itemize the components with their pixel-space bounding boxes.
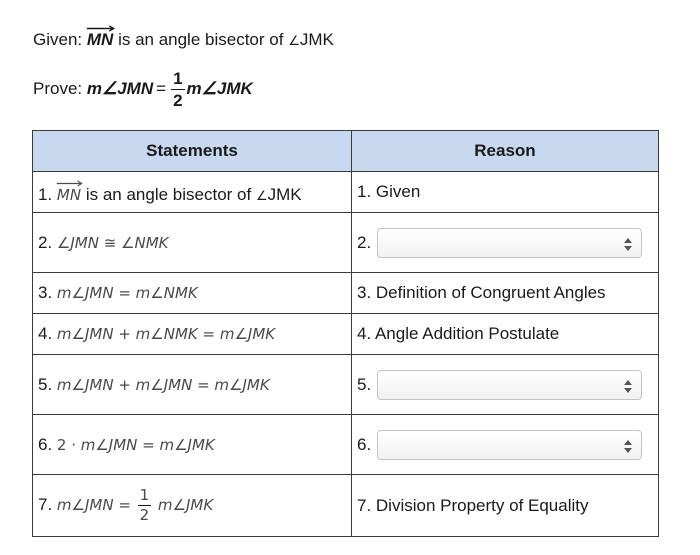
statement-fraction xyxy=(138,488,152,523)
statement-math: m∠JMN + m∠JMN = m∠JMK xyxy=(56,375,270,394)
statement-coefficient: 2 xyxy=(56,435,67,454)
fraction-denominator: 2 xyxy=(173,90,183,110)
ray-label: MN xyxy=(86,30,114,49)
reason-cell: 3. Definition of Congruent Angles xyxy=(352,273,659,314)
angle-symbol: ∠ xyxy=(288,33,300,48)
angle-name: JMK xyxy=(267,184,302,204)
prove-statement xyxy=(33,64,253,114)
statement-cell xyxy=(33,475,352,537)
statement-math-rhs: m∠JMK xyxy=(157,495,214,514)
prove-eq: = xyxy=(156,79,167,98)
table-row xyxy=(33,314,659,355)
reason-dropdown[interactable] xyxy=(377,430,642,460)
given-label: Given: xyxy=(33,30,83,49)
reason-cell xyxy=(352,415,659,475)
statement-cell xyxy=(33,314,352,355)
statement-math-lhs: m∠JMN = xyxy=(56,495,131,514)
statement-math: m∠JMN = m∠NMK xyxy=(56,284,198,302)
statement-number: 2. xyxy=(38,232,53,252)
reason-number: 6. xyxy=(357,434,372,454)
statement-text: is an angle bisector of xyxy=(85,184,252,204)
reason-cell xyxy=(352,355,659,415)
reason-cell: 7. Division Property of Equality xyxy=(352,475,659,537)
table-row xyxy=(33,213,659,273)
statement-number: 1. xyxy=(38,184,53,204)
statement-cell xyxy=(33,172,352,213)
reason-number: 2. xyxy=(357,232,372,252)
table-row xyxy=(33,415,659,475)
reason-dropdown[interactable] xyxy=(377,228,642,258)
prove-label: Prove: xyxy=(33,79,83,98)
table-row xyxy=(33,172,659,213)
updown-arrows-icon xyxy=(624,440,632,453)
ray-arrow-icon xyxy=(56,180,84,187)
statement-number: 6. xyxy=(38,434,53,454)
updown-arrows-icon xyxy=(624,238,632,251)
multiplication-dot: · xyxy=(71,435,76,454)
reason-dropdown[interactable] xyxy=(377,370,642,400)
reason-number: 5. xyxy=(357,374,372,394)
statement-cell xyxy=(33,355,352,415)
angle-symbol: ∠ xyxy=(255,187,268,203)
header-statements: Statements xyxy=(33,131,352,172)
statement-number: 7. xyxy=(38,494,53,514)
statement-cell xyxy=(33,415,352,475)
ray-arrow-icon xyxy=(86,25,116,32)
reason-cell: 1. Given xyxy=(352,172,659,213)
statement-number: 3. xyxy=(38,283,53,302)
fraction-numerator: 1 xyxy=(173,68,183,88)
statement-number: 5. xyxy=(38,374,53,394)
table-row xyxy=(33,475,659,537)
ray-mn xyxy=(57,180,81,203)
statement-cell xyxy=(33,273,352,314)
given-text: is an angle bisector of xyxy=(118,30,284,49)
statement-cell xyxy=(33,213,352,273)
statement-math: ∠JMN ≅ ∠NMK xyxy=(56,233,169,252)
prove-rhs: m∠JMK xyxy=(186,79,253,98)
statement-math: m∠JMN = m∠JMK xyxy=(80,435,215,454)
proof-table xyxy=(32,130,659,537)
table-row xyxy=(33,273,659,314)
prove-fraction xyxy=(171,70,184,109)
reason-cell xyxy=(352,213,659,273)
statement-math: m∠JMN + m∠NMK = m∠JMK xyxy=(56,325,276,343)
header-row xyxy=(33,131,659,172)
ray-mn xyxy=(87,25,113,48)
updown-arrows-icon xyxy=(624,380,632,393)
header-reason: Reason xyxy=(352,131,659,172)
reason-cell: 4. Angle Addition Postulate xyxy=(352,314,659,355)
angle-name: JMK xyxy=(299,30,334,49)
statement-number: 4. xyxy=(38,324,53,343)
table-row xyxy=(33,355,659,415)
given-statement xyxy=(33,25,334,50)
fraction-numerator: 1 xyxy=(139,486,150,504)
prove-lhs: m∠JMN xyxy=(86,79,154,98)
fraction-denominator: 2 xyxy=(139,506,150,524)
ray-label: MN xyxy=(56,185,82,204)
